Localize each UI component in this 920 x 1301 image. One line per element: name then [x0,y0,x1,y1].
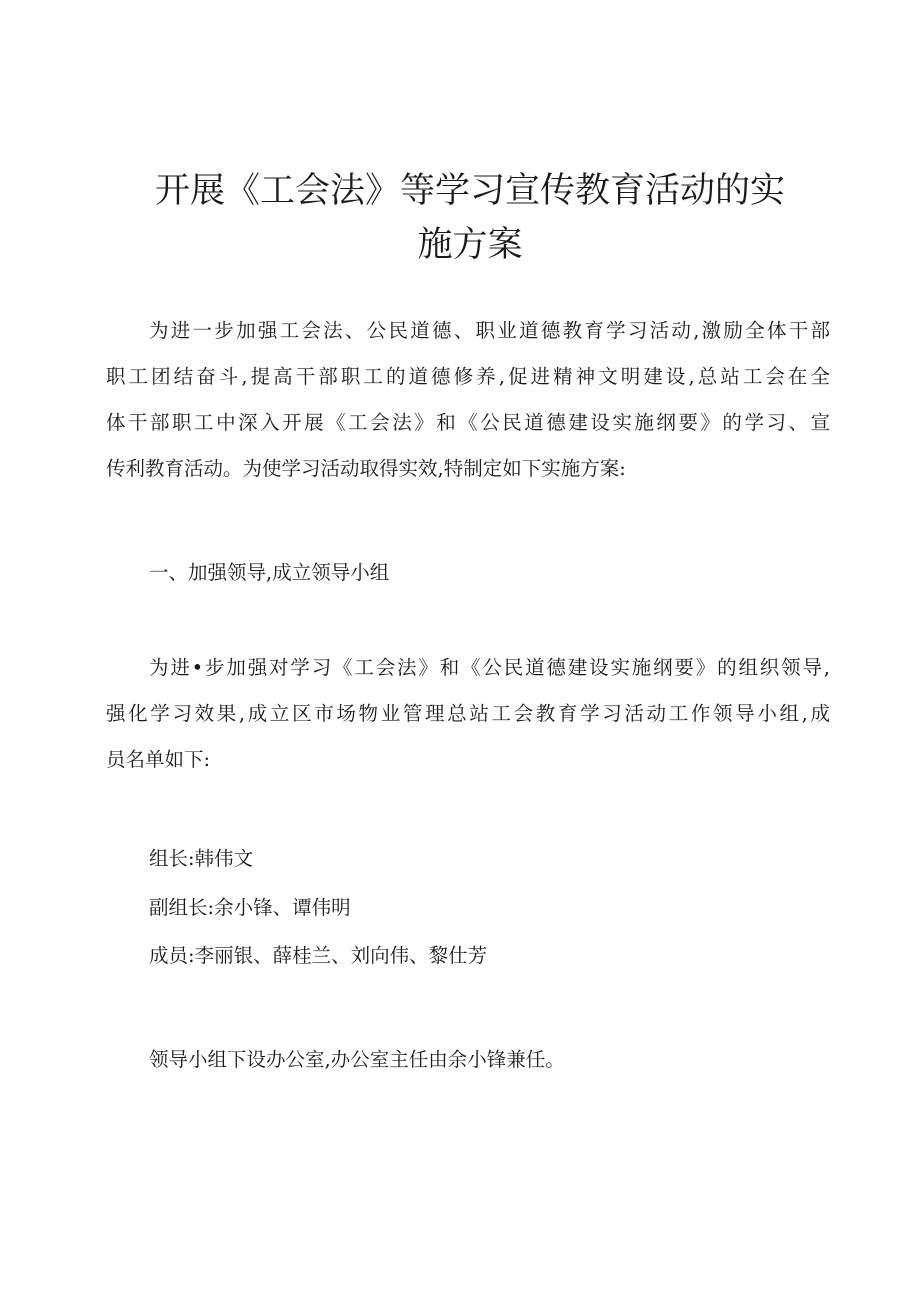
section1-line-2: 强化学习效果,成立区市场物业管理总站工会教育学习活动工作领导小组,成 [106,702,830,725]
document-title [120,164,820,272]
title-line-2: 施方案 [417,225,523,265]
office-note: 领导小组下设办公室,办公室主任由余小锋兼任。 [149,1048,565,1071]
intro-line-3: 体干部职工中深入开展《工会法》和《公民道德建设实施纲要》的学习、宣 [106,411,830,434]
group-leader: 组长:韩伟文 [149,847,254,870]
intro-line-1: 为进一步加强工会法、公民道德、职业道德教育学习活动,激励全体干部 [149,319,830,342]
section1-line-1: 为进•步加强对学习《工会法》和《公民道德建设实施纲要》的组织领导, [149,656,830,679]
intro-line-4: 传利教育活动。为使学习活动取得实效,特制定如下实施方案: [106,457,626,480]
group-members: 成员:李丽银、薛桂兰、刘向伟、黎仕芳 [149,944,488,967]
deputy-leaders: 副组长:余小锋、谭伟明 [149,896,351,919]
section1-paragraph [106,645,830,783]
intro-paragraph [106,308,830,492]
intro-line-2: 职工团结奋斗,提高干部职工的道德修养,促进精神文明建设,总站工会在全 [106,365,830,388]
section1-line-3: 员名单如下: [106,748,211,771]
title-line-1: 开展《工会法》等学习宣传教育活动的实 [154,171,785,211]
section-heading-1: 一、加强领导,成立领导小组 [149,561,390,584]
